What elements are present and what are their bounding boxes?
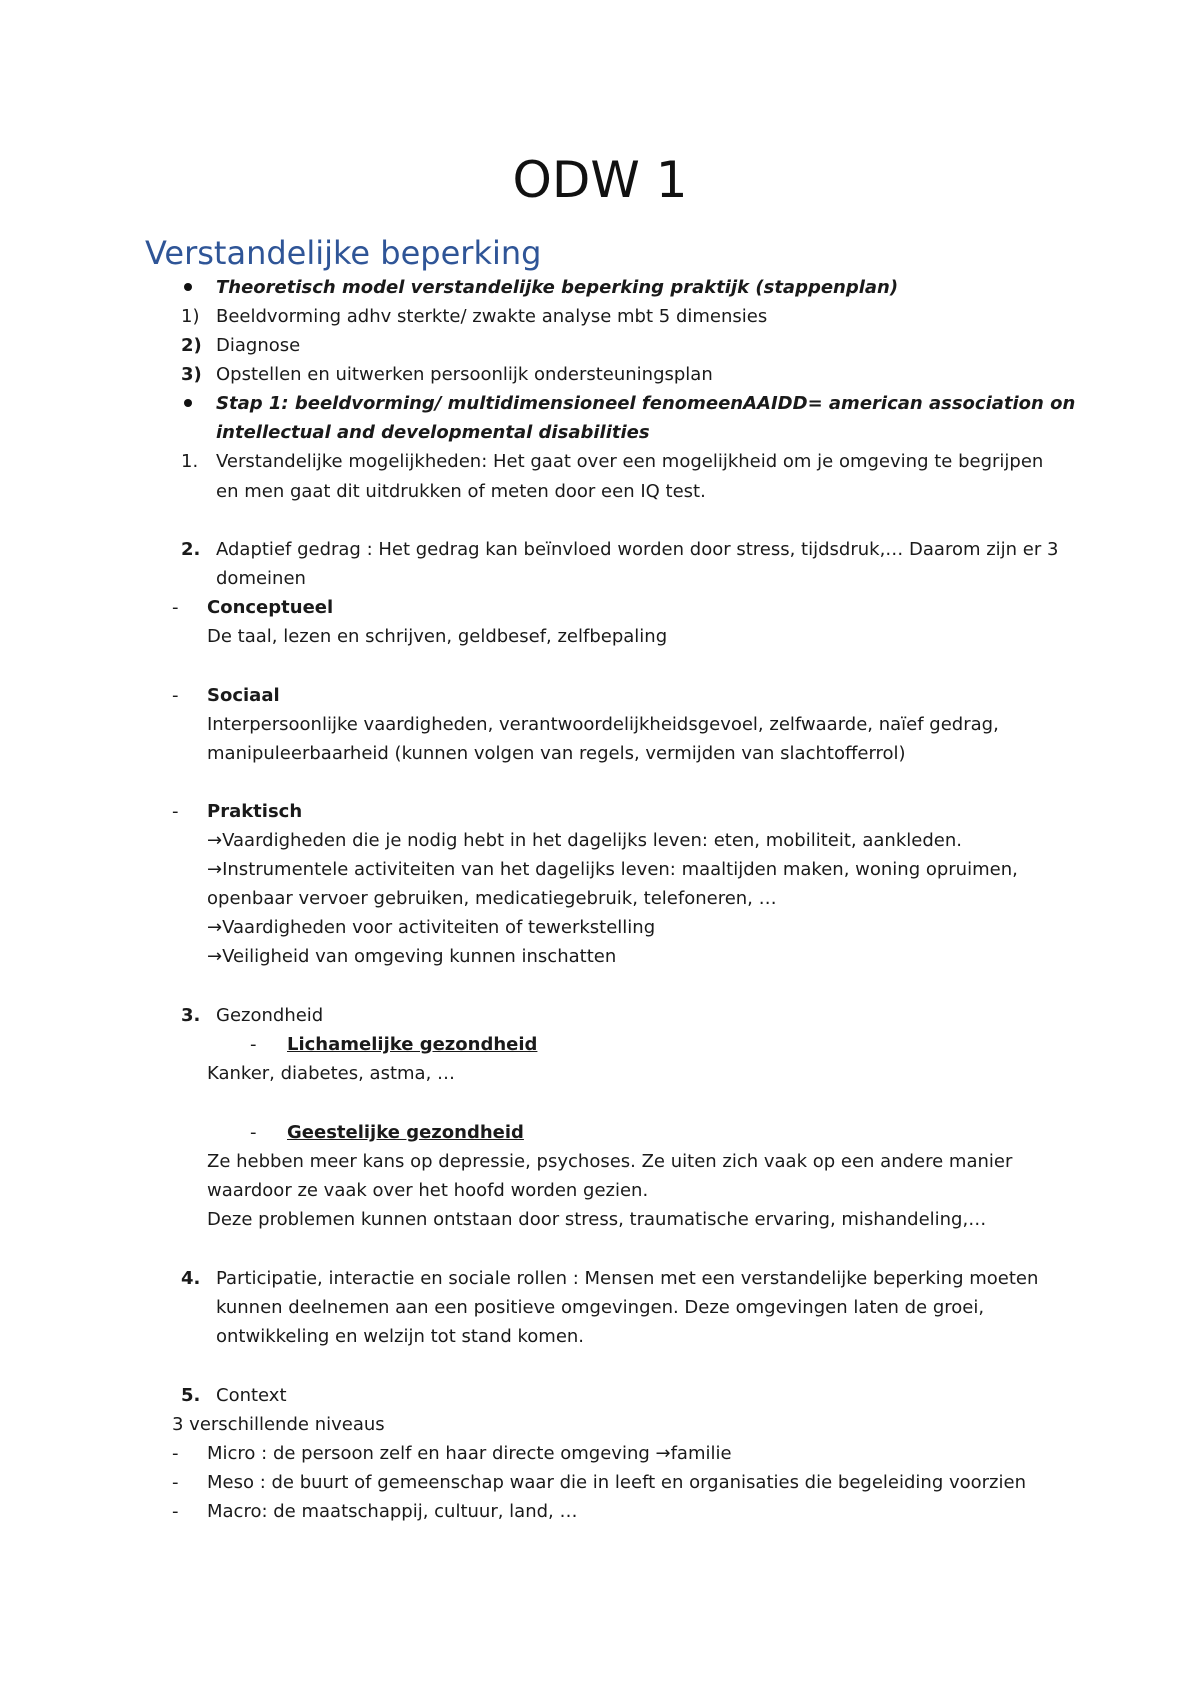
sub-text: Kanker, diabetes, astma, … [207,1063,456,1084]
step-text: Opstellen en uitwerken persoonlijk ondersteuningsplan [216,364,713,385]
dash-marker: - [250,1034,257,1055]
domain-text: De taal, lezen en schrijven, geldbesef, zelfbepaling [207,626,668,647]
list-number: 3. [181,1005,201,1026]
arrow-item: →Vaardigheden die je nodig hebt in het dagelijks leven: eten, mobiliteit, aankleden. [207,830,962,851]
context-level: Macro: de maatschappij, cultuur, land, … [207,1501,578,1522]
dash-marker: - [172,1443,179,1464]
dash-marker: - [250,1122,257,1143]
step-marker: 1) [181,306,200,327]
dash-marker: - [172,685,179,706]
list-text: Verstandelijke mogelijkheden: Het gaat over een mogelijkheid om je omgeving te begrijpen [216,451,1044,472]
arrow-icon: → [207,917,223,938]
domain-label: Conceptueel [207,597,334,618]
dash-marker: - [172,801,179,822]
context-level: Micro : de persoon zelf en haar directe omgeving →familie [207,1443,732,1464]
sub-text: Ze hebben meer kans op depressie, psychoses. Ze uiten zich vaak op een andere manier [207,1151,1013,1172]
arrow-item: →Instrumentele activiteiten van het dagelijks leven: maaltijden maken, woning opruimen, [207,859,1018,880]
list-text: domeinen [216,568,306,589]
arrow-icon: → [207,946,223,967]
context-intro: 3 verschillende niveaus [172,1414,385,1435]
list-text: en men gaat dit uitdrukken of meten door een IQ test. [216,481,706,502]
section-heading: Verstandelijke beperking [145,234,542,272]
bullet-line: Theoretisch model verstandelijke beperking praktijk (stappenplan) [216,277,899,298]
list-number: 1. [181,451,199,472]
arrow-icon: → [655,1443,671,1464]
context-level: Meso : de buurt of gemeenschap waar die in leeft en organisaties die begeleiding voorzien [207,1472,1026,1493]
step-text: Beeldvorming adhv sterkte/ zwakte analyse mbt 5 dimensies [216,306,768,327]
arrow-item: →Vaardigheden voor activiteiten of tewerkstelling [207,917,656,938]
domain-text: manipuleerbaarheid (kunnen volgen van regels, vermijden van slachtofferrol) [207,743,906,764]
list-text: Adaptief gedrag : Het gedrag kan beïnvloed worden door stress, tijdsdruk,… Daarom zijn er 3 [216,539,1059,560]
list-number: 2. [181,539,201,560]
arrow-icon: → [207,830,223,851]
domain-label: Sociaal [207,685,280,706]
dash-marker: - [172,1472,179,1493]
list-text: Gezondheid [216,1005,324,1026]
domain-label: Praktisch [207,801,303,822]
arrow-icon: → [207,859,223,880]
sub-text: Deze problemen kunnen ontstaan door stress, traumatische ervaring, mishandeling,… [207,1209,987,1230]
bullet-line: intellectual and developmental disabilities [216,422,650,443]
dash-marker: - [172,597,179,618]
sub-text: waardoor ze vaak over het hoofd worden gezien. [207,1180,649,1201]
subheading: Geestelijke gezondheid [287,1122,524,1143]
arrow-item: →Veiligheid van omgeving kunnen inschatten [207,946,617,967]
dash-marker: - [172,1501,179,1522]
list-text: Participatie, interactie en sociale rollen : Mensen met een verstandelijke beperking moeten [216,1268,1039,1289]
step-marker: 2) [181,335,202,356]
list-text: kunnen deelnemen aan een positieve omgevingen. Deze omgevingen laten de groei, [216,1297,985,1318]
bullet-icon [184,283,192,291]
subheading: Lichamelijke gezondheid [287,1034,538,1055]
step-text: Diagnose [216,335,301,356]
domain-text: Interpersoonlijke vaardigheden, verantwoordelijkheidsgevoel, zelfwaarde, naïef gedrag, [207,714,999,735]
arrow-item-continued: openbaar vervoer gebruiken, medicatiegebruik, telefoneren, … [207,888,777,909]
step-marker: 3) [181,364,202,385]
bullet-line: Stap 1: beeldvorming/ multidimensioneel fenomeenAAIDD= american association on [216,393,1076,414]
list-text: ontwikkeling en welzijn tot stand komen. [216,1326,585,1347]
list-number: 5. [181,1385,201,1406]
list-number: 4. [181,1268,201,1289]
list-text: Context [216,1385,287,1406]
bullet-icon [184,399,192,407]
page-title: ODW 1 [512,151,688,209]
